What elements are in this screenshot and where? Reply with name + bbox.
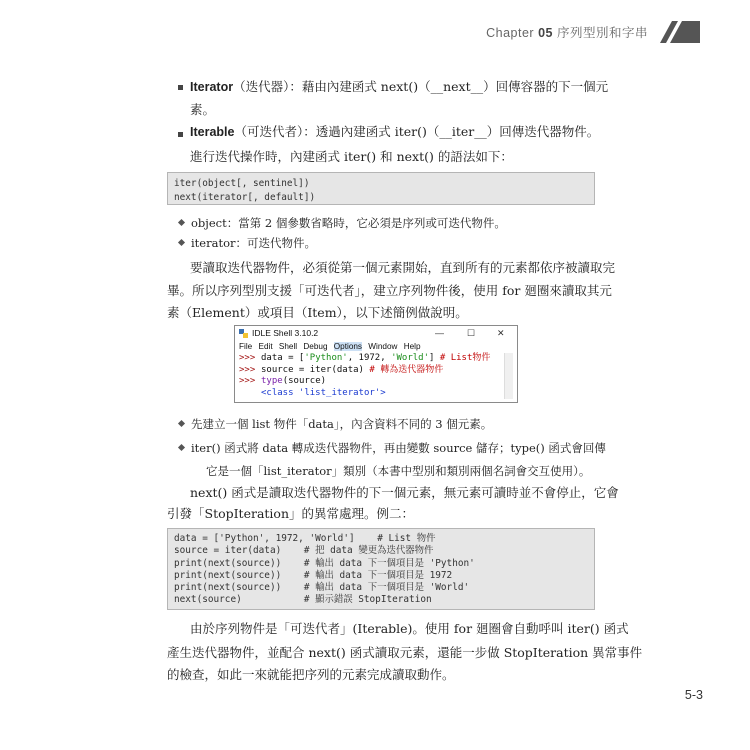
iterable-term: Iterable — [190, 125, 235, 139]
diamond-bullet-icon — [178, 239, 185, 246]
prompt-gutter — [239, 353, 259, 388]
param-object: object：當第 2 個參數省略時，它必須是序列或可迭代物件。 — [191, 216, 506, 230]
explanation-bullet: iter() 函式將 data 轉成迭代器物件，再由變數 source 儲存；type() 函式會回傳 — [191, 441, 606, 455]
paragraph-line: 畢。所以序列型別支援「可迭代者」，建立序列物件後，使用 for 廻圈來讀取其元 — [167, 283, 612, 298]
diamond-bullet-icon — [178, 420, 185, 427]
iterator-definition — [190, 75, 608, 99]
running-header — [340, 21, 700, 43]
iterable-desc: （可迭代者）：透過內建函式 iter()（__iter__）回傳迭代器物件。 — [234, 124, 600, 139]
menu-help[interactable]: Help — [403, 342, 421, 351]
code-token: data = [ — [261, 353, 305, 363]
python-logo-icon — [239, 329, 248, 338]
chapter-label: Chapter — [486, 26, 535, 40]
iterator-term: Iterator — [190, 80, 234, 94]
maximize-icon[interactable]: ☐ — [467, 328, 476, 338]
idle-title-bar — [235, 326, 517, 341]
paragraph-line: 的檢查，如此一來就能把序列的元素完成讀取動作。 — [167, 667, 455, 682]
minimize-icon[interactable]: — — [435, 328, 444, 338]
diamond-bullet-icon — [178, 219, 185, 226]
diamond-bullet-icon — [178, 444, 185, 451]
vertical-scrollbar[interactable] — [504, 353, 513, 399]
idle-shell-text-area[interactable] — [239, 353, 513, 401]
code-line: print(next(source)) # 輸出 data 下一個項目是 'Python' — [174, 557, 475, 569]
explanation-bullet-wrap: 它是一個「list_iterator」類別（本書中型別和類別兩個名詞會交互使用）。 — [206, 464, 591, 478]
syntax-code-block — [167, 172, 595, 205]
iterator-desc: （迭代器）：藉由內建函式 next()（__next__）回傳容器的下一個元 — [233, 79, 609, 94]
header-stripes-decoration — [654, 21, 700, 43]
shell-code — [261, 353, 490, 399]
param-iterator: iterator：可迭代物件。 — [191, 236, 316, 250]
idle-title: IDLE Shell 3.10.2 — [252, 328, 319, 338]
code-line: data = ['Python', 1972, 'World'] # List 物件 — [174, 533, 436, 544]
idle-shell-window — [234, 325, 518, 403]
menu-debug[interactable]: Debug — [303, 342, 328, 351]
code-line: print(next(source)) # 輸出 data 下一個項目是 1972 — [174, 569, 453, 581]
comment-token: # 轉為迭代器物件 — [369, 364, 444, 375]
prompt: >>> — [239, 353, 256, 363]
iterable-definition — [190, 120, 599, 144]
chapter-title: 序列型別和字串 — [556, 26, 648, 40]
paragraph-line: 素（Element）或項目（Item），以下述簡例做說明。 — [167, 305, 468, 320]
code-line: next(source) # 顯示錯誤 StopIteration — [174, 594, 432, 606]
menu-shell[interactable]: Shell — [278, 342, 298, 351]
string-token: 'Python' — [304, 353, 348, 363]
idle-menu-bar — [239, 341, 425, 353]
close-icon[interactable]: ✕ — [497, 328, 505, 338]
example-code-block — [167, 528, 595, 610]
menu-window[interactable]: Window — [368, 342, 398, 351]
paragraph-line: 由於序列物件是「可迭代者」(Iterable)。使用 for 廻圈會自動呼叫 iter() 函式 — [190, 621, 629, 636]
paragraph-line: 引發「StopIteration」的異常處理。例二： — [167, 506, 414, 521]
paragraph-line: 產生迭代器物件，並配合 next() 函式讀取元素，還能一步做 StopIteration 異常事件 — [167, 645, 643, 660]
paragraph-line: next() 函式是讀取迭代器物件的下一個元素，無元素可讀時並不會停止，它會 — [190, 485, 619, 500]
code-token: source = iter(data) — [261, 364, 370, 375]
string-token: 'World' — [391, 353, 430, 363]
code-line: print(next(source)) # 輸出 data 下一個項目是 'World' — [174, 582, 470, 594]
paragraph-line: 要讀取迭代器物件，必須從第一個元素開始，直到所有的元素都依序被讀取完 — [190, 260, 616, 275]
square-bullet-icon — [178, 85, 183, 90]
page-number: 5-3 — [684, 688, 703, 702]
builtin-token: type — [261, 376, 283, 386]
code-token: (source) — [282, 376, 327, 386]
output-token: <class 'list_iterator'> — [261, 387, 386, 398]
menu-edit[interactable]: Edit — [258, 342, 273, 351]
chapter-number: 05 — [538, 26, 553, 40]
square-bullet-icon — [178, 132, 183, 137]
comment-token: # List物件 — [439, 353, 491, 363]
menu-file[interactable]: File — [239, 342, 253, 351]
code-token: ] — [429, 353, 440, 363]
iterator-definition-wrap: 素。 — [190, 102, 216, 117]
code-line: source = iter(data) # 把 data 變更為迭代器物件 — [174, 545, 434, 557]
code-line: next(iterator[, default]) — [174, 191, 316, 203]
prompt: >>> — [239, 376, 256, 386]
menu-options[interactable]: Options — [333, 342, 363, 351]
explanation-bullet: 先建立一個 list 物件「data」，內含資料不同的 3 個元素。 — [191, 417, 493, 431]
code-token: , 1972, — [347, 353, 392, 363]
code-line: iter(object[, sentinel]) — [174, 178, 310, 189]
prompt: >>> — [239, 364, 256, 375]
syntax-intro: 進行迭代操作時，內建函式 iter() 和 next() 的語法如下： — [190, 149, 513, 164]
chapter-heading — [486, 23, 648, 41]
